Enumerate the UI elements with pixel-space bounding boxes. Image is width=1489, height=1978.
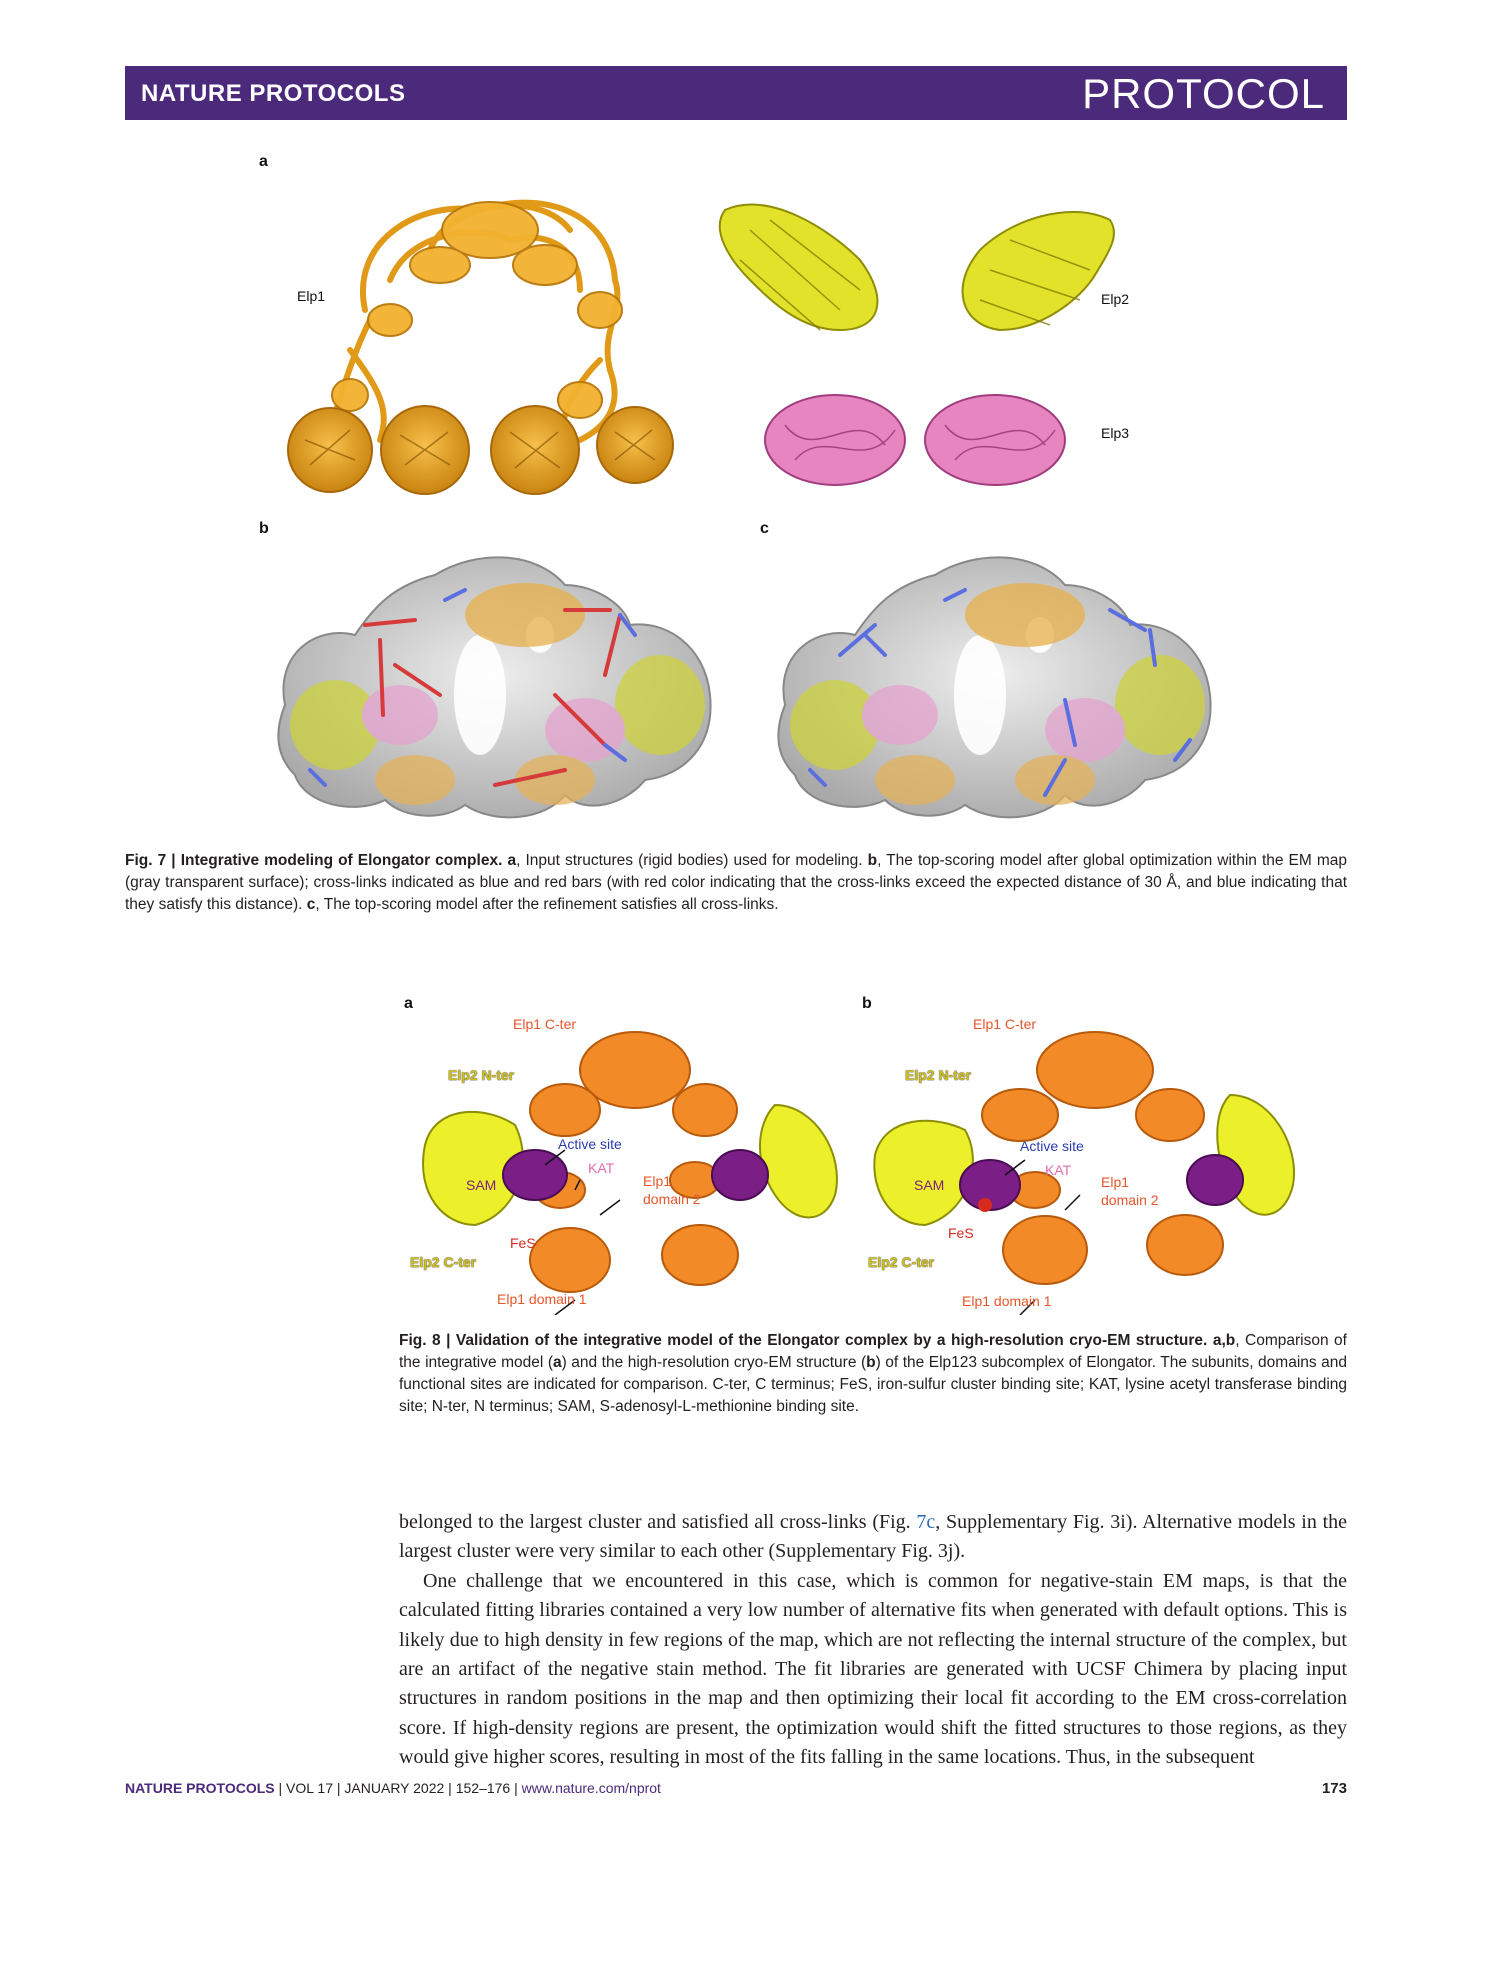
fig7-caption-a-label: a — [507, 852, 517, 869]
fig7-caption-a-text: , Input structures (rigid bodies) used for modeling. — [516, 852, 863, 869]
body-paragraph-2: One challenge that we encountered in this case, which is common for negative-stain EM maps, is that the calculated fitting libraries contained a very low number of alternative fits when generated with default options. This is likely due to high density in few regions of the map, which are not reflecting the internal structure of the complex, but are an artifact of the negative stain method. The fit libraries are generated with UCSF Chimera by placing input structures in random positions in the map and then optimizing their local fit according to the EM cross-correlation score. If high-density regions are present, the optimization would shift the fitted structures to those regions, as they would give higher scores, resulting in most of the fits falling in the same locations. Thus, in the subsequent — [399, 1569, 1347, 1769]
fig7-label-elp2: Elp2 — [1101, 291, 1130, 307]
journal-banner — [125, 66, 1347, 120]
footer-pages: 152–176 — [455, 1780, 511, 1796]
fig7-caption-title: Fig. 7 | Integrative modeling of Elongator complex. — [125, 852, 503, 869]
body-text — [399, 1508, 1347, 1773]
fig8-caption — [399, 1330, 1347, 1418]
fig8b-label-elp2-cter: Elp2 C-ter — [868, 1254, 935, 1270]
fig8-panel-a-letter: a — [404, 995, 413, 1012]
body-p1-text-a: belonged to the largest cluster and satisfied all cross-links (Fig. — [399, 1511, 917, 1533]
fig7-panel-a-letter: a — [259, 153, 268, 170]
footer-journal: NATURE PROTOCOLS — [125, 1780, 275, 1796]
fig8b-label-sam: SAM — [914, 1177, 945, 1193]
body-paragraph-1 — [399, 1508, 1347, 1567]
fig8a-label-elp2-nter: Elp2 N-ter — [448, 1067, 515, 1083]
fig7a-elp3-structure — [755, 385, 1075, 495]
fig7-caption-b-label: b — [867, 852, 878, 869]
fig7-panel-b-letter: b — [259, 520, 269, 537]
fig7a-elp1-structure — [280, 170, 700, 510]
page-number: 173 — [1321, 1780, 1347, 1797]
elp1-wd-domains — [288, 406, 673, 494]
fig8a-label-fes: FeS — [510, 1235, 536, 1251]
fig8-caption-title: Fig. 8 | Validation of the integrative model of the Elongator complex by a high-resolution cryo-EM structure. — [399, 1332, 1208, 1349]
fig8a-label-elp1-cter: Elp1 C-ter — [513, 1016, 577, 1032]
fig8a-label-elp1-domain2: Elp1 domain 2 — [643, 1173, 701, 1207]
fig7b-em-map-model — [265, 545, 725, 830]
fig7a-elp2-structure — [710, 190, 1130, 350]
fig8b-label-active-site: Active site — [1020, 1138, 1084, 1154]
fig8b-label-elp2-nter: Elp2 N-ter — [905, 1067, 972, 1083]
fig7c-reference-link[interactable]: 7c — [916, 1511, 936, 1533]
fig7-caption-b-text: , The top-scoring model after global optimization within the EM map (gray transparent surface); cross-links indicated as blue and red bars (with red color indicating that the cross-links exceed the expected distance of 30 Å, and blue indicating that they satisfy this distance). — [125, 852, 1348, 913]
fig8-caption-text2: ) and the high-resolution cryo-EM structure ( — [561, 1354, 867, 1371]
elp1-domains-bottom — [530, 1225, 738, 1292]
fig8b-label-fes: FeS — [948, 1225, 974, 1241]
fig8-caption-b-ref: b — [866, 1354, 876, 1371]
footer-date: JANUARY 2022 — [344, 1780, 445, 1796]
fig8-caption-text1: , Comparison of the integrative model ( — [399, 1332, 1347, 1371]
fig8a-label-elp1-domain1: Elp1 domain 1 — [497, 1291, 587, 1307]
fig8a-label-elp2-cter: Elp2 C-ter — [410, 1254, 477, 1270]
elp3-lobes — [503, 1150, 768, 1200]
journal-name: NATURE PROTOCOLS — [141, 80, 406, 107]
body-p1-text-b: , Supplementary Fig. 3i). Alternative models in the largest cluster were very similar to each other (Supplementary Fig. 3j). — [399, 1511, 1347, 1563]
fig8b-label-elp1-domain1: Elp1 domain 1 — [962, 1293, 1052, 1309]
fig8b-label-elp1-domain2: Elp1 domain 2 — [1101, 1174, 1159, 1208]
fig8-panel-b-letter: b — [862, 995, 872, 1012]
fig8a-label-kat: KAT — [588, 1160, 615, 1176]
fig8a-label-sam: SAM — [466, 1177, 497, 1193]
fig7-label-elp1: Elp1 — [297, 288, 326, 304]
elp2-lobes — [423, 1105, 837, 1225]
fig7-caption-c-label: c — [306, 896, 316, 913]
fig8b-label-elp1-cter: Elp1 C-ter — [973, 1016, 1037, 1032]
fig8b-label-kat: KAT — [1045, 1162, 1072, 1178]
elp1-domains-bottom — [1003, 1215, 1223, 1284]
footer-journal-url[interactable]: www.nature.com/nprot — [521, 1780, 661, 1796]
footer-volume: VOL 17 — [286, 1780, 333, 1796]
fig7c-em-map-model — [765, 545, 1225, 830]
fig8a-integrative-model — [405, 1015, 845, 1315]
fig8-caption-ab-label: a,b — [1212, 1332, 1236, 1349]
fig8-caption-text3: ) of the Elp123 subcomplex of Elongator. The subunits, domains and functional sites are indicated for comparison. C-ter, C terminus; FeS, iron-sulfur cluster binding site; KAT, lysine acetyl transferase binding site; N-ter, N terminus; SAM, S-adenosyl-L-methionine binding site. — [399, 1354, 1348, 1415]
fig7-caption-c-text: , The top-scoring model after the refinement satisfies all cross-links. — [315, 896, 779, 913]
fig8b-cryo-em-structure — [865, 1015, 1305, 1315]
fig7-caption — [125, 850, 1347, 916]
fig8-caption-a-ref: a — [553, 1354, 562, 1371]
fig7-label-elp3: Elp3 — [1101, 425, 1130, 441]
page-footer: NATURE PROTOCOLS | VOL 17 | JANUARY 2022 | 152–176 | www.nature.com/nprot — [125, 1780, 661, 1796]
fig7-panel-c-letter: c — [760, 520, 769, 537]
article-type: PROTOCOL — [1082, 70, 1325, 117]
fig8a-label-active-site: Active site — [558, 1136, 622, 1152]
